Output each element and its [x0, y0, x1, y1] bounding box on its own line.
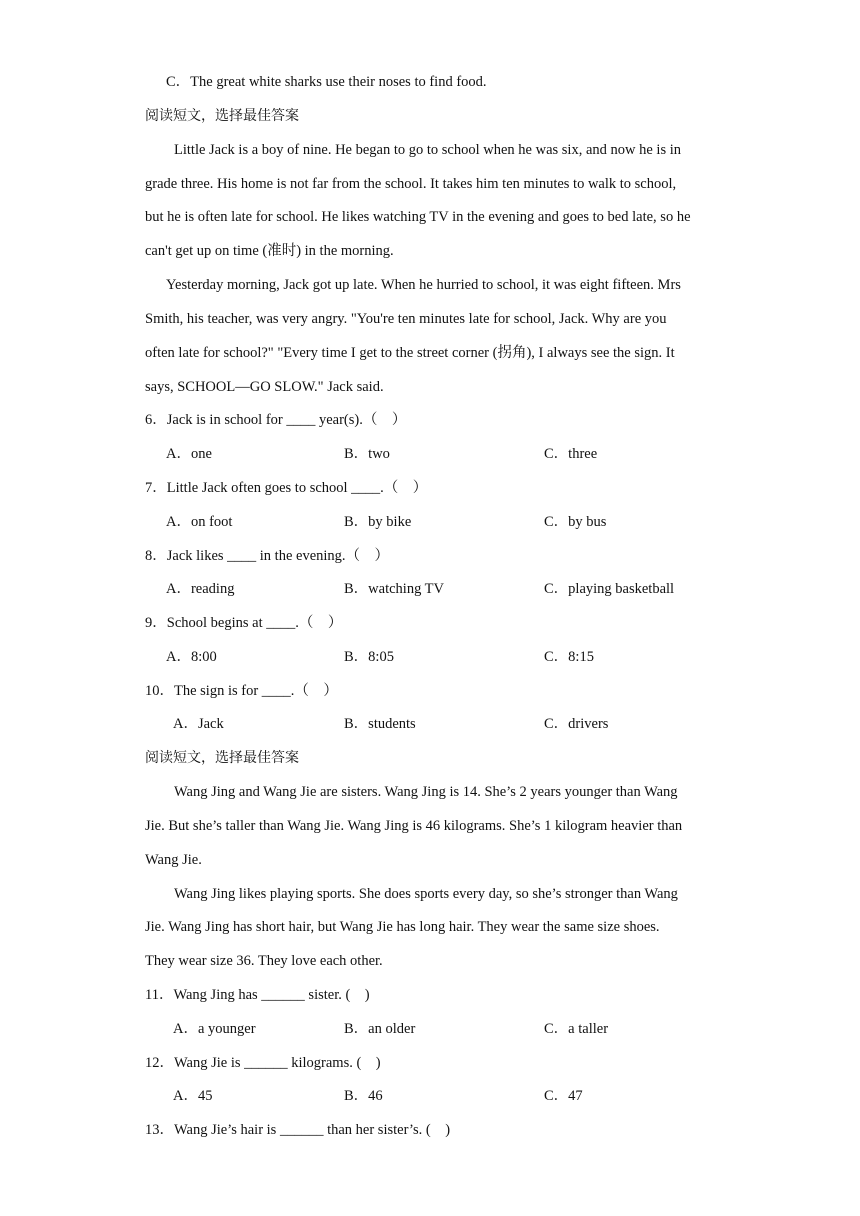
passage-line: Smith, his teacher, was very angry. "You're ten minutes late for school, Jack. Why are you: [145, 311, 667, 327]
passage-line: They wear size 36. They love each other.: [145, 953, 383, 969]
option-c: C．8:15: [544, 649, 594, 665]
passage-line: can't get up on time (准时) in the morning.: [145, 243, 394, 259]
passage-line: Jie. But she’s taller than Wang Jie. Wang Jing is 46 kilograms. She’s 1 kilogram heavier than: [145, 818, 683, 834]
passage-line: Wang Jie.: [145, 852, 202, 868]
question-stem: 6．Jack is in school for ____ year(s).（ ）: [145, 412, 407, 428]
option-a: A．Jack: [173, 716, 224, 732]
passage-line: Little Jack is a boy of nine. He began to go to school when he was six, and now he is in: [174, 142, 681, 158]
option-c: C．by bus: [544, 514, 607, 530]
passage-line: Wang Jing likes playing sports. She does sports every day, so she’s stronger than Wang: [174, 886, 678, 902]
option-a: A．one: [166, 446, 212, 462]
option-a: A．a younger: [173, 1021, 256, 1037]
option-a: A．45: [173, 1088, 213, 1104]
question-stem: 13．Wang Jie’s hair is ______ than her sister’s. ( ): [145, 1122, 451, 1138]
option-b: B．8:05: [344, 649, 394, 665]
passage-line: Wang Jing and Wang Jie are sisters. Wang Jing is 14. She’s 2 years younger than Wang: [174, 784, 678, 800]
option-c: C．playing basketball: [544, 581, 675, 597]
option-b: B．an older: [344, 1021, 416, 1037]
option-c: C．a taller: [544, 1021, 609, 1037]
passage-line: Yesterday morning, Jack got up late. When he hurried to school, it was eight fifteen. Mrs: [166, 277, 681, 293]
option-b: B．watching TV: [344, 581, 445, 597]
question-stem: 8．Jack likes ____ in the evening.（ ）: [145, 548, 390, 564]
passage-line: says, SCHOOL—GO SLOW." Jack said.: [145, 379, 384, 395]
option-b: B．46: [344, 1088, 383, 1104]
section-heading: 阅读短文，选择最佳答案: [145, 108, 299, 124]
passage-line: often late for school?" "Every time I get to the street corner (拐角), I always see the sign. It: [145, 345, 675, 361]
option-a: A．on foot: [166, 514, 233, 530]
question-stem: 7．Little Jack often goes to school ____.（ ）: [145, 480, 428, 496]
option-a: A．8:00: [166, 649, 217, 665]
question-stem: 9．School begins at ____.（ ）: [145, 615, 343, 631]
section-heading: 阅读短文，选择最佳答案: [145, 750, 299, 766]
passage-line: but he is often late for school. He likes watching TV in the evening and goes to bed late, so he: [145, 209, 691, 225]
question-stem: 10．The sign is for ____.（ ）: [145, 683, 338, 699]
passage-line: grade three. His home is not far from the school. It takes him ten minutes to walk to school,: [145, 176, 677, 192]
question-stem: 11．Wang Jing has ______ sister. ( ): [145, 987, 370, 1003]
option-b: B．students: [344, 716, 416, 732]
option-b: B．two: [344, 446, 390, 462]
question-stem: 12．Wang Jie is ______ kilograms. ( ): [145, 1055, 381, 1071]
option-b: B．by bike: [344, 514, 412, 530]
option-a: A．reading: [166, 581, 235, 597]
option-c: C．47: [544, 1088, 583, 1104]
question-5-option-c: C．The great white sharks use their noses to find food.: [166, 74, 487, 90]
option-c: C．drivers: [544, 716, 609, 732]
passage-line: Jie. Wang Jing has short hair, but Wang Jie has long hair. They wear the same size shoes.: [145, 919, 660, 935]
option-c: C．three: [544, 446, 598, 462]
